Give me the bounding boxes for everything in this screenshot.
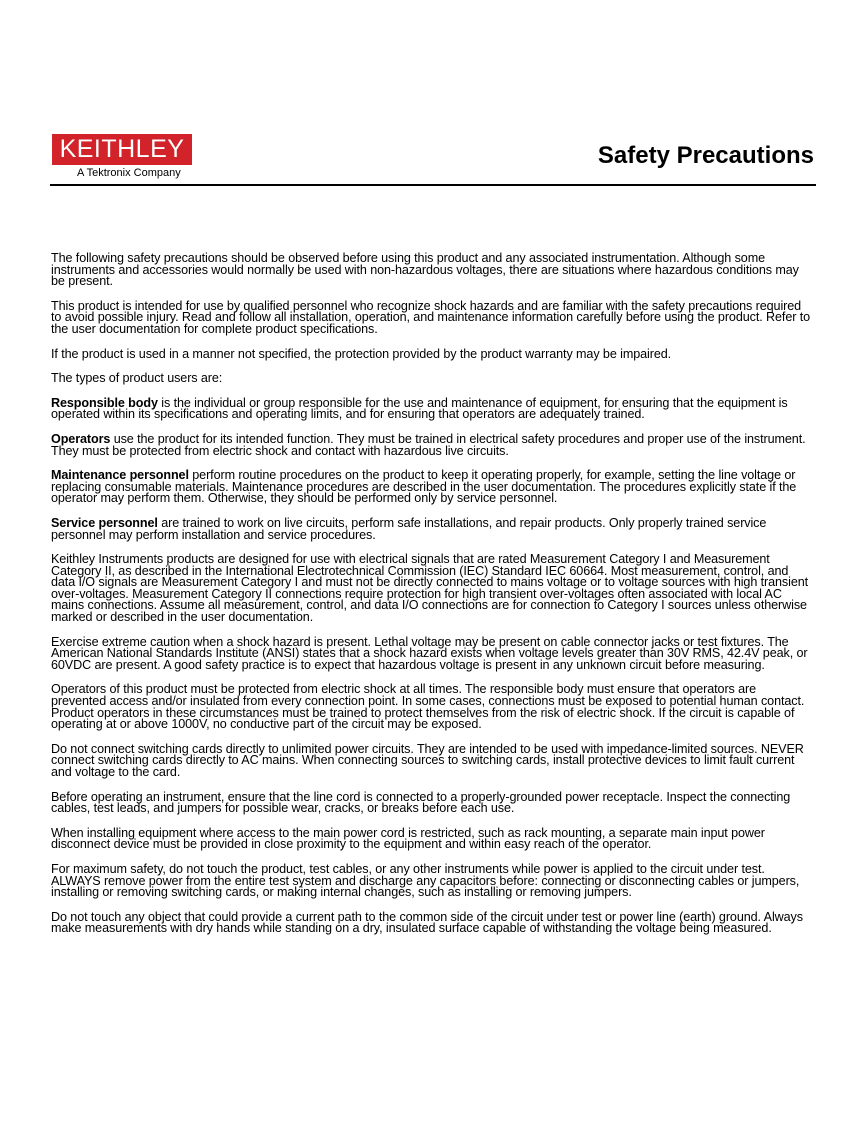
definition-text: perform routine procedures on the product to keep it operating properly, for example, setting the line voltage or replacing consumable materials. Maintenance procedures are described in the user documentation. The procedures explicitly state if the operator may perform them. Otherwise, they should be performed only by service personnel. <box>51 468 797 506</box>
paragraph: When installing equipment where access to the main power cord is restricted, such as rack mounting, a separate main input power disconnect device must be provided in close proximity to the equipment and within easy reach of the operator. <box>51 825 765 852</box>
paragraph-maintenance-personnel <box>51 470 814 505</box>
term-responsible-body: Responsible body <box>51 395 158 410</box>
term-service-personnel: Service personnel <box>51 515 158 530</box>
company-logo: KEITHLEY <box>52 134 192 165</box>
paragraph: This product is intended for use by qualified personnel who recognize shock hazards and are familiar with the safety precautions required to avoid possible injury. Read and follow all installation, operation, and maintenance information carefully before using the product. Refer to the user documentation for complete product specifications. <box>51 298 811 336</box>
paragraph: If the product is used in a manner not specified, the protection provided by the product warranty may be impaired. <box>51 346 672 361</box>
definition-text: are trained to work on live circuits, perform safe installations, and repair products. Only properly trained service personnel may perform installation and service procedures. <box>51 515 767 542</box>
paragraph-operators <box>51 431 814 458</box>
paragraph-responsible-body <box>51 395 814 422</box>
definition-text: is the individual or group responsible for the use and maintenance of equipment, for ensuring that the equipment is operated within its specifications and operating limits, and for ensuring that operators are adequately trained. <box>51 395 788 422</box>
paragraph: Do not touch any object that could provide a current path to the common side of the circuit under test or power line (earth) ground. Always make measurements with dry hands while standing on a dry, insulated surface capable of withstanding the voltage being measured. <box>51 909 803 936</box>
paragraph: Keithley Instruments products are designed for use with electrical signals that are rated Measurement Category I and Measurement Category II, as described in the International Electrotechnical Commission (IEC) Standard IEC 60664. Most measurement, control, and data I/O signals are Measurement Category I and must not be directly connected to mains voltage or to voltage sources with high transient over-voltages. Measurement Category II connections require protection for high transient over-voltages often associated with local AC mains connections. Assume all measurement, control, and data I/O connections are for connection to Category I sources unless otherwise marked or described in the user documentation. <box>51 552 809 625</box>
header-divider <box>50 184 816 186</box>
paragraph: Exercise extreme caution when a shock hazard is present. Lethal voltage may be present on cable connector jacks or test fixtures. The American National Standards Institute (ANSI) states that a shock hazard exists when voltage levels greater than 30V RMS, 42.4V peak, or 60VDC are present. A good safety practice is to expect that hazardous voltage is present in any unknown circuit before measuring. <box>51 634 808 672</box>
paragraph: Do not connect switching cards directly to unlimited power circuits. They are intended to be used with impedance-limited sources. NEVER connect switching cards directly to AC mains. When connecting sources to switching cards, install protective devices to limit fault current and voltage to the card. <box>51 741 804 779</box>
paragraph-service-personnel <box>51 515 814 542</box>
document-body <box>51 253 814 948</box>
paragraph: The following safety precautions should be observed before using this product and any associated instrumentation. Although some instruments and accessories would normally be used with non-hazardous voltages, there are situations where hazardous conditions may be present. <box>51 251 799 289</box>
page-title: Safety Precautions <box>597 142 814 169</box>
logo-subtitle: A Tektronix Company <box>77 167 181 179</box>
paragraph: For maximum safety, do not touch the product, test cables, or any other instruments while power is applied to the circuit under test. ALWAYS remove power from the entire test system and discharge any capacitors before: connecting or disconnecting cables or jumpers, installing or removing switching cards, or making internal changes, such as installing or removing jumpers. <box>51 861 800 900</box>
term-maintenance-personnel: Maintenance personnel <box>51 468 189 483</box>
term-operators: Operators <box>51 431 111 446</box>
paragraph: The types of product users are: <box>51 371 223 386</box>
definition-text: use the product for its intended function. They must be trained in electrical safety procedures and proper use of the instrument. They must be protected from electric shock and contact with hazardous live circuits. <box>51 431 806 458</box>
paragraph: Operators of this product must be protected from electric shock at all times. The responsible body must ensure that operators are prevented access and/or insulated from every connection point. In some cases, connections must be exposed to potential human contact. Product operators in these circumstances must be trained to protect themselves from the risk of electric shock. If the circuit is capable of operating at or above 1000V, no conductive part of the circuit may be exposed. <box>51 682 805 732</box>
paragraph: Before operating an instrument, ensure that the line cord is connected to a properly-grounded power receptacle. Inspect the connecting cables, test leads, and jumpers for possible wear, cracks, or breaks before each use. <box>51 789 791 816</box>
